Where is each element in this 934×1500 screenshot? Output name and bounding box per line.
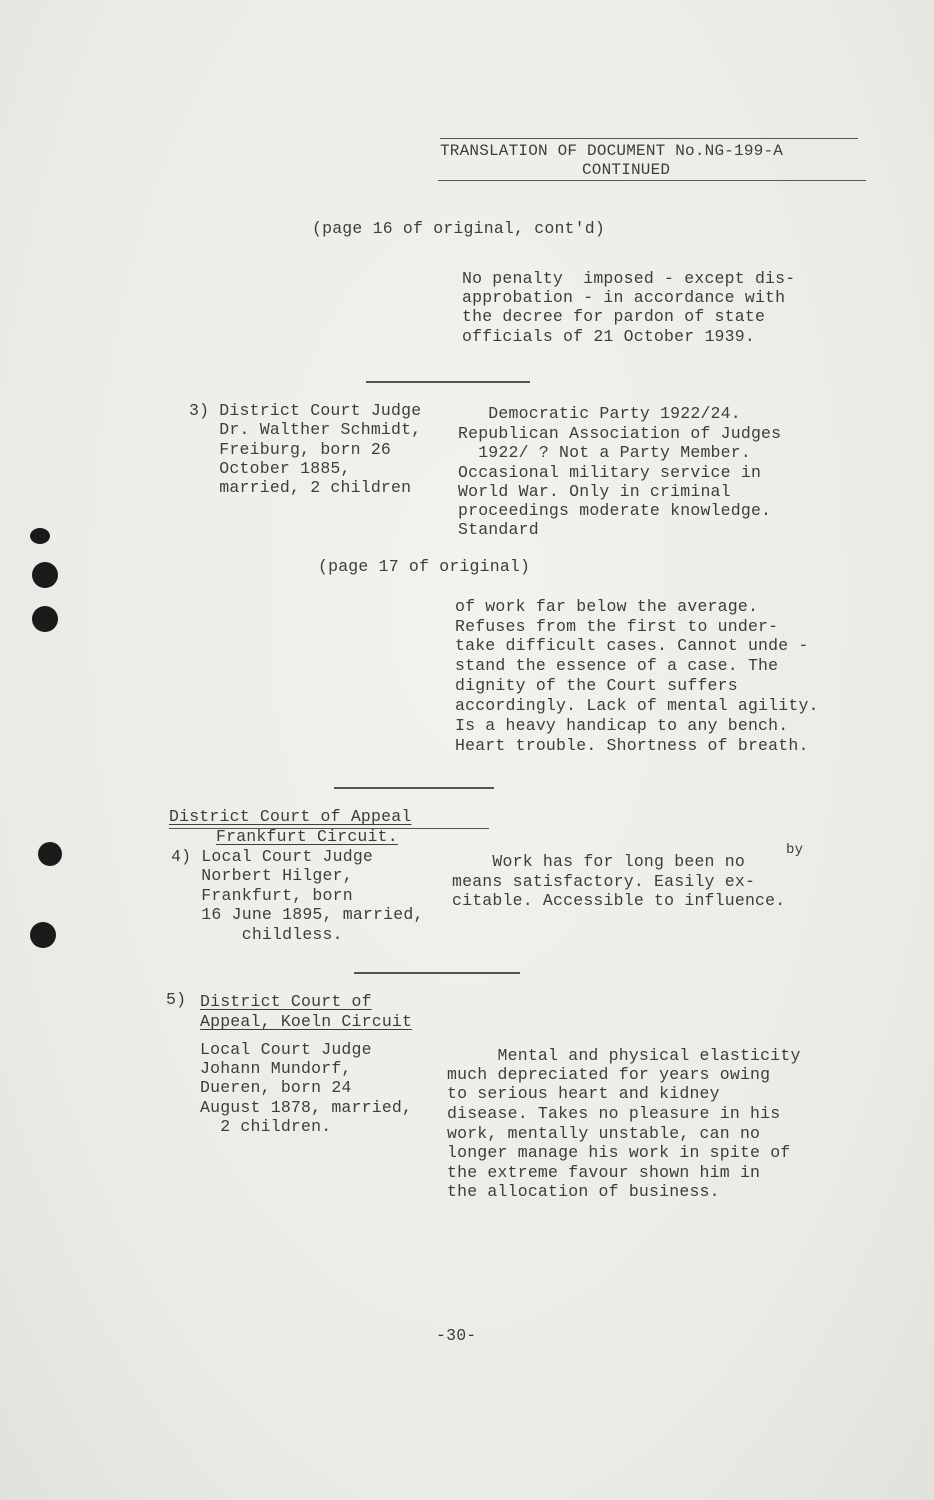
entry-5-number: 5) <box>166 990 187 1009</box>
header-continued: CONTINUED <box>582 161 671 179</box>
punch-hole <box>30 528 50 544</box>
header-rule-top <box>440 138 858 139</box>
header-rule-bottom <box>438 180 866 181</box>
separator-rule <box>354 972 520 974</box>
section-title-frankfurt: District Court of Appeal <box>169 807 412 826</box>
entry-5-subtitle: Appeal, Koeln Circuit <box>200 1012 413 1031</box>
section-subtitle-frankfurt: Frankfurt Circuit. <box>216 827 398 846</box>
header-title: TRANSLATION OF DOCUMENT No.NG-199-A <box>440 142 784 160</box>
document-page: TRANSLATION OF DOCUMENT No.NG-199-A CONTINUED (page 16 of original, cont'd) No penalty imposed - except dis- approbation - in accordance with the decree for pardon of state officials of 21 October 1939. 3) District Court Judge Dr. Walther Schmidt, Freiburg, born 26 October 1885, married, 2 children Democratic Party 1922/24. Republican Association of Judges 1922/ ? Not a Party Member. Occasional military service in World War. Only in criminal proceedings moderate knowledge. Standard (page 17 of original) of work far below the average. Refuses from the first to under- take difficult cases. Cannot unde - stand the essence of a case. The dignity of the Court suffers accordingly. Lack of mental agility. Is a heavy handicap to any bench. Heart trouble. Shortness of breath. District Court of Appeal Frankfurt Circuit. 4) Local Court Judge Norbert Hilger, Frankfurt, born 16 June 1895, married, childless. by Work has for long been no means satisfactory. Easily ex- citable. Accessible to influence. 5) District Court of Appeal, Koeln Circuit Local Court Judge Johann Mundorf, Dueren, born 24 August 1878, married, 2 children. Mental and physical elasticity much depreciated for years owing to serious heart and kidney disease. Takes no pleasure in his work, mentally unstable, can no longer manage his work in spite of the extreme favour shown him in the allocation of business. -30- <box>0 0 934 1500</box>
page16-note: (page 16 of original, cont'd) <box>312 219 605 238</box>
page-number: -30- <box>436 1326 477 1345</box>
punch-hole <box>32 606 58 632</box>
entry-5-title: District Court of <box>200 992 372 1011</box>
separator-rule <box>334 787 494 789</box>
punch-hole <box>30 922 56 948</box>
separator-rule <box>366 381 530 383</box>
punch-hole <box>32 562 58 588</box>
punch-hole <box>38 842 62 866</box>
page17-note: (page 17 of original) <box>318 557 531 576</box>
